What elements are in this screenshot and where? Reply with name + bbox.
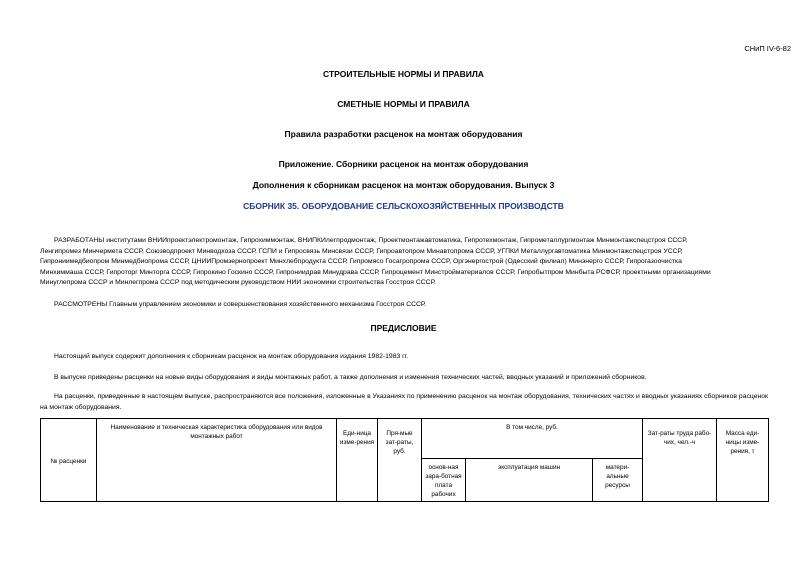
- developed-line-5: Минуглепрома СССР и Минлегпрома СССР под методическим руководством НИИ экономики строительства Госстроя СССР.: [40, 279, 436, 286]
- header-machines: эксплуатация машин: [466, 459, 593, 502]
- title-snip: СТРОИТЕЛЬНЫЕ НОРМЫ И ПРАВИЛА: [323, 69, 484, 79]
- title-appendix: Приложение. Сборники расценок на монтаж оборудования: [278, 159, 529, 169]
- title-additions: Дополнения к сборникам расценок на монтаж оборудования. Выпуск 3: [252, 180, 555, 190]
- title-estimate-norms: СМЕТНЫЕ НОРМЫ И ПРАВИЛА: [337, 99, 470, 109]
- header-labor-costs: Зат-раты труда рабо-чих, чел.-ч: [643, 419, 717, 502]
- header-materials: матери-альные ресурсы: [593, 459, 643, 502]
- preface-paragraph-2: В выпуске приведены расценки на новые виды оборудования и виды монтажных работ, а также дополнения и изменения технических частей, вводных указаний и приложений сборников.: [54, 374, 647, 381]
- preface-paragraph-1: Настоящий выпуск содержит дополнения к сборникам расценок на монтаж оборудования издания 1982-1983 гг.: [54, 353, 409, 360]
- header-unit: Еди-ница изме-рения: [337, 419, 378, 502]
- title-collection: СБОРНИК 35. ОБОРУДОВАНИЕ СЕЛЬСКОХОЗЯЙСТВЕННЫХ ПРОИЗВОДСТВ: [243, 201, 564, 211]
- header-wage: основ-ная зара-ботная плата рабочих: [422, 459, 466, 502]
- document-code: СНиП IV-6-82: [744, 44, 791, 53]
- title-rules: Правила разработки расценок на монтаж оборудования: [284, 129, 523, 139]
- developed-line-3: Гипрониимедбиопром Минмедбиопрома СССР, ЦНИИПромзернопроект Минхлебпродукта СССР, Гипромясо Госагропрома СССР, Оргэнергострой (Одесский филиал) Минэнерго СССР, Гипрогазоочистка: [40, 258, 682, 265]
- rates-table: [40, 418, 769, 502]
- reviewed-paragraph: РАССМОТРЕНЫ Главным управлением экономики и совершенствования хозяйственного механизма Госстроя СССР.: [54, 301, 427, 308]
- header-unit-mass: Масса еди-ницы изме-рения, т: [717, 419, 769, 502]
- developed-paragraph: [40, 236, 768, 289]
- header-including: В том числе, руб.: [422, 419, 643, 459]
- developed-line-1: РАЗРАБОТАНЫ институтами ВНИИпроектэлектромонтаж, Гипрохиммонтаж, ВНИПКИлегпродмонтаж, Проектмонтажавтоматика, Гипротехмонтаж, Гипрометаллургмонтаж Минмонтажспецстроя СССР,: [54, 237, 688, 244]
- developed-line-2: Ленгипромез Минчермета СССР, Союзводпроект Минводхоза СССР, ГСПИ и Гипросвязь Минсвязи СССР, Гипроавтопром Минавтопрома СССР, УГПКИ Металлургавтоматика Минмонтажспецстроя УССР,: [40, 247, 683, 255]
- header-direct-costs: Пря-мые зат-раты, руб.: [378, 419, 422, 502]
- developed-line-4: Минхиммаша СССР, Гипроторг Минторга СССР, Гипрокино Госкино СССР, Гипрониидрав Минудрава СССР, Гипроцемент Минстройматериалов СССР, Гипробытпром Минбыта РСФСР, проектными организациями: [40, 268, 711, 276]
- preface-heading: ПРЕДИСЛОВИЕ: [370, 323, 437, 333]
- preface-paragraph-3: На расценки, приведенные в настоящем выпуске, распространяются все положения, изложенные в Указаниях по применению расценок на монтаж оборудования, технических частях и вводных указаниях сборников расценок на монтаж оборудования.: [40, 393, 768, 411]
- header-name: Наименование и техническая характеристика оборудования или видов монтажных работ: [97, 419, 337, 502]
- header-rate-number: № расценки: [41, 419, 97, 502]
